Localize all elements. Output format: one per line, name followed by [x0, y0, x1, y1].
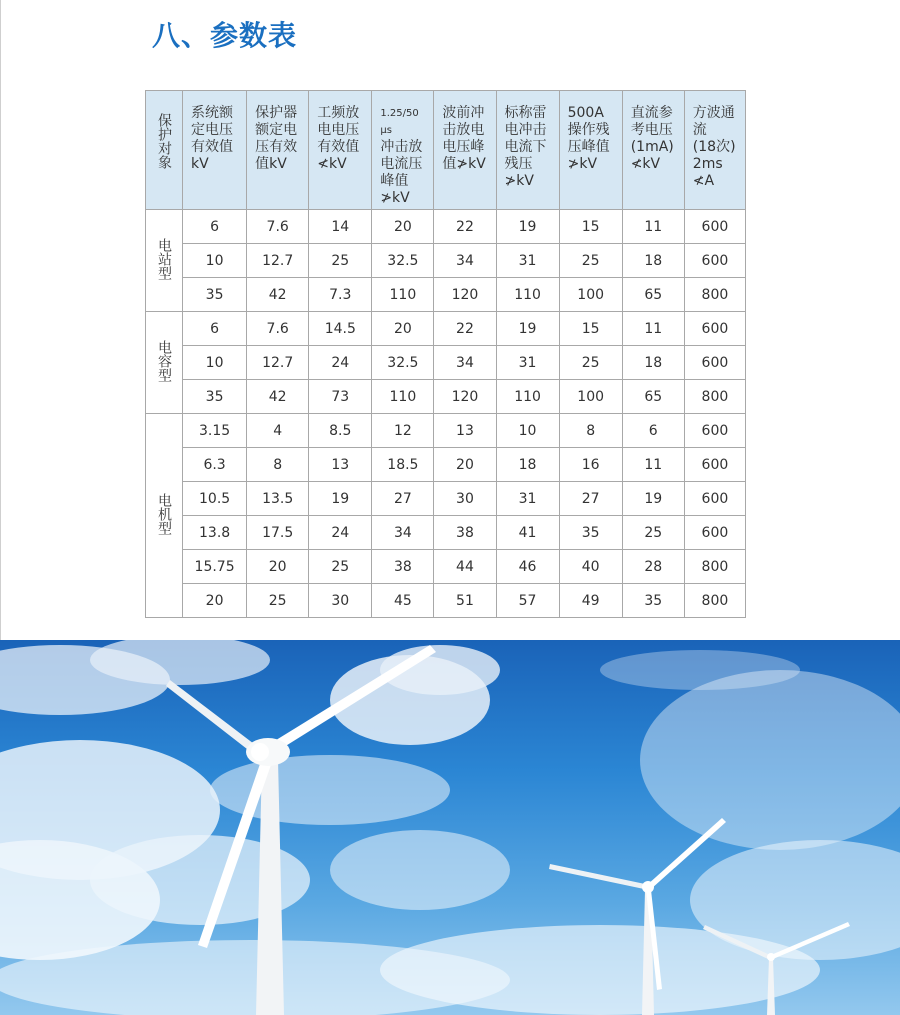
header-line: 1.25/50 μs — [380, 108, 419, 136]
header-line: ≮A — [692, 173, 715, 189]
table-cell: 30 — [434, 482, 496, 516]
table-cell: 25 — [247, 584, 309, 618]
table-cell: 28 — [622, 550, 684, 584]
table-cell: 600 — [684, 414, 745, 448]
table-cell: 19 — [496, 312, 559, 346]
table-cell: 24 — [309, 346, 372, 380]
table-cell: 25 — [622, 516, 684, 550]
table-cell: 100 — [559, 380, 622, 414]
header-line: 值kV — [255, 156, 287, 172]
parameter-table — [145, 90, 746, 618]
table-body — [146, 210, 746, 618]
table-cell: 31 — [496, 346, 559, 380]
table-cell: 19 — [496, 210, 559, 244]
table-cell: 42 — [247, 278, 309, 312]
table-cell: 34 — [372, 516, 434, 550]
table-cell: 600 — [684, 346, 745, 380]
table-cell: 600 — [684, 244, 745, 278]
table-cell: 4 — [247, 414, 309, 448]
table-row — [146, 414, 746, 448]
table-cell: 800 — [684, 380, 745, 414]
table-cell: 110 — [372, 380, 434, 414]
header-line: 系统额 — [191, 105, 234, 121]
group-label: 电机型 — [156, 492, 173, 535]
table-cell: 600 — [684, 448, 745, 482]
table-cell: 14 — [309, 210, 372, 244]
table-cell: 27 — [372, 482, 434, 516]
header-line: 流 — [692, 122, 707, 138]
table-cell: 10.5 — [183, 482, 247, 516]
wind-turbine-illustration — [0, 640, 900, 1015]
table-cell: 8 — [247, 448, 309, 482]
header-line: 值≯kV — [442, 156, 486, 172]
header-line: ≯kV — [567, 156, 598, 172]
table-cell: 600 — [684, 312, 745, 346]
table-row — [146, 278, 746, 312]
table-cell: 35 — [559, 516, 622, 550]
table-header-cell — [559, 91, 622, 210]
table-cell: 6.3 — [183, 448, 247, 482]
header-protected-object-text: 保护对象 — [156, 113, 173, 169]
header-line: 压有效 — [255, 139, 298, 155]
table-cell: 18 — [622, 244, 684, 278]
table-cell: 18.5 — [372, 448, 434, 482]
header-line: 电流压 — [380, 156, 423, 172]
table-cell: 35 — [183, 380, 247, 414]
group-label: 电站型 — [156, 237, 173, 280]
table-cell: 15.75 — [183, 550, 247, 584]
table-row — [146, 482, 746, 516]
table-cell: 120 — [434, 278, 496, 312]
header-line: 工频放 — [317, 105, 360, 121]
header-line: ≯kV — [380, 190, 410, 206]
table-cell: 8 — [559, 414, 622, 448]
table-cell: 34 — [434, 244, 496, 278]
table-cell: 7.3 — [309, 278, 372, 312]
header-line: ≯kV — [504, 173, 534, 189]
table-cell: 25 — [309, 244, 372, 278]
table-cell: 12.7 — [247, 346, 309, 380]
table-cell: 7.6 — [247, 312, 309, 346]
table-cell: 600 — [684, 210, 745, 244]
table-header-cell — [247, 91, 309, 210]
table-cell: 25 — [559, 244, 622, 278]
table-cell: 45 — [372, 584, 434, 618]
table-header-cell — [684, 91, 745, 210]
table-cell: 31 — [496, 244, 559, 278]
table-row — [146, 380, 746, 414]
table-cell: 44 — [434, 550, 496, 584]
group-label-cell — [146, 210, 183, 312]
header-line: 电冲击 — [504, 122, 547, 138]
table-row — [146, 312, 746, 346]
table-cell: 800 — [684, 584, 745, 618]
table-cell: 18 — [622, 346, 684, 380]
wind-turbines-sky-photo — [0, 640, 900, 1015]
table-row — [146, 244, 746, 278]
header-line: 2ms — [692, 156, 723, 172]
table-cell: 65 — [622, 278, 684, 312]
table-cell: 16 — [559, 448, 622, 482]
table-cell: 57 — [496, 584, 559, 618]
table-cell: 19 — [309, 482, 372, 516]
table-cell: 110 — [496, 380, 559, 414]
table-cell: 32.5 — [372, 346, 434, 380]
table-cell: 13.8 — [183, 516, 247, 550]
table-cell: 27 — [559, 482, 622, 516]
table-cell: 7.6 — [247, 210, 309, 244]
header-line: 击放电 — [442, 122, 485, 138]
table-cell: 800 — [684, 278, 745, 312]
header-line: 有效值 — [191, 139, 234, 155]
table-cell: 34 — [434, 346, 496, 380]
header-line: (1mA) — [630, 139, 674, 155]
header-line: 方波通 — [692, 105, 735, 121]
table-cell: 32.5 — [372, 244, 434, 278]
clouds — [0, 640, 900, 1015]
table-cell: 600 — [684, 516, 745, 550]
table-cell: 14.5 — [309, 312, 372, 346]
table-row — [146, 550, 746, 584]
table-cell: 10 — [496, 414, 559, 448]
table-cell: 20 — [372, 312, 434, 346]
table-cell: 35 — [183, 278, 247, 312]
table-cell: 65 — [622, 380, 684, 414]
table-cell: 8.5 — [309, 414, 372, 448]
table-cell: 25 — [559, 346, 622, 380]
table-cell: 38 — [372, 550, 434, 584]
table-cell: 800 — [684, 550, 745, 584]
table-header-cell — [496, 91, 559, 210]
header-line: 波前冲 — [442, 105, 485, 121]
table-cell: 15 — [559, 312, 622, 346]
table-cell: 35 — [622, 584, 684, 618]
header-line: kV — [191, 156, 209, 172]
table-cell: 10 — [183, 244, 247, 278]
table-cell: 73 — [309, 380, 372, 414]
header-line: 冲击放 — [380, 139, 423, 155]
table-cell: 11 — [622, 210, 684, 244]
table-header-cell — [372, 91, 434, 210]
table-cell: 12.7 — [247, 244, 309, 278]
table-cell: 10 — [183, 346, 247, 380]
header-line: 有效值 — [317, 139, 360, 155]
table-cell: 110 — [372, 278, 434, 312]
table-cell: 600 — [684, 482, 745, 516]
header-line: 残压 — [504, 156, 533, 172]
table-header-cell — [434, 91, 496, 210]
table-header-cell — [309, 91, 372, 210]
header-line: 额定电 — [255, 122, 298, 138]
header-line: 电压峰 — [442, 139, 485, 155]
header-line: 电电压 — [317, 122, 360, 138]
table-header-row — [146, 91, 746, 210]
table-cell: 40 — [559, 550, 622, 584]
header-line: 标称雷 — [504, 105, 547, 121]
header-line: ≮kV — [317, 156, 347, 172]
table-cell: 17.5 — [247, 516, 309, 550]
table-cell: 6 — [622, 414, 684, 448]
header-line: 操作残 — [567, 122, 610, 138]
section-title: 八、参数表 — [152, 19, 298, 52]
table-cell: 110 — [496, 278, 559, 312]
table-row — [146, 448, 746, 482]
header-line: (18次) — [692, 139, 736, 155]
table-row — [146, 516, 746, 550]
header-line: 500A — [567, 105, 604, 121]
table-cell: 11 — [622, 448, 684, 482]
group-label: 电容型 — [156, 339, 173, 382]
table-header-cell — [183, 91, 247, 210]
table-cell: 120 — [434, 380, 496, 414]
table-cell: 49 — [559, 584, 622, 618]
table-cell: 25 — [309, 550, 372, 584]
table-cell: 13 — [434, 414, 496, 448]
table-cell: 46 — [496, 550, 559, 584]
table-cell: 24 — [309, 516, 372, 550]
table-cell: 19 — [622, 482, 684, 516]
table-cell: 42 — [247, 380, 309, 414]
header-line: 考电压 — [630, 122, 673, 138]
table-cell: 30 — [309, 584, 372, 618]
table-cell: 20 — [372, 210, 434, 244]
table-cell: 20 — [434, 448, 496, 482]
table-cell: 11 — [622, 312, 684, 346]
table-row — [146, 584, 746, 618]
table-cell: 13.5 — [247, 482, 309, 516]
table-cell: 18 — [496, 448, 559, 482]
header-line: 定电压 — [191, 122, 234, 138]
table-header-cell — [622, 91, 684, 210]
header-line: 压峰值 — [567, 139, 610, 155]
table-cell: 15 — [559, 210, 622, 244]
table-cell: 20 — [247, 550, 309, 584]
header-line: 直流参 — [630, 105, 673, 121]
table-cell: 41 — [496, 516, 559, 550]
table-cell: 12 — [372, 414, 434, 448]
header-line: ≮kV — [630, 156, 661, 172]
table-cell: 6 — [183, 312, 247, 346]
header-protected-object — [146, 91, 183, 210]
table-row — [146, 210, 746, 244]
header-line: 峰值 — [380, 173, 409, 189]
table-cell: 38 — [434, 516, 496, 550]
table-cell: 51 — [434, 584, 496, 618]
table-cell: 22 — [434, 312, 496, 346]
left-border-line — [0, 0, 1, 640]
group-label-cell — [146, 312, 183, 414]
table-row — [146, 346, 746, 380]
header-line: 保护器 — [255, 105, 298, 121]
table-cell: 31 — [496, 482, 559, 516]
table-cell: 100 — [559, 278, 622, 312]
table-cell: 13 — [309, 448, 372, 482]
table-cell: 3.15 — [183, 414, 247, 448]
table-cell: 22 — [434, 210, 496, 244]
table-cell: 20 — [183, 584, 247, 618]
header-line: 电流下 — [504, 139, 547, 155]
group-label-cell — [146, 414, 183, 618]
table-cell: 6 — [183, 210, 247, 244]
